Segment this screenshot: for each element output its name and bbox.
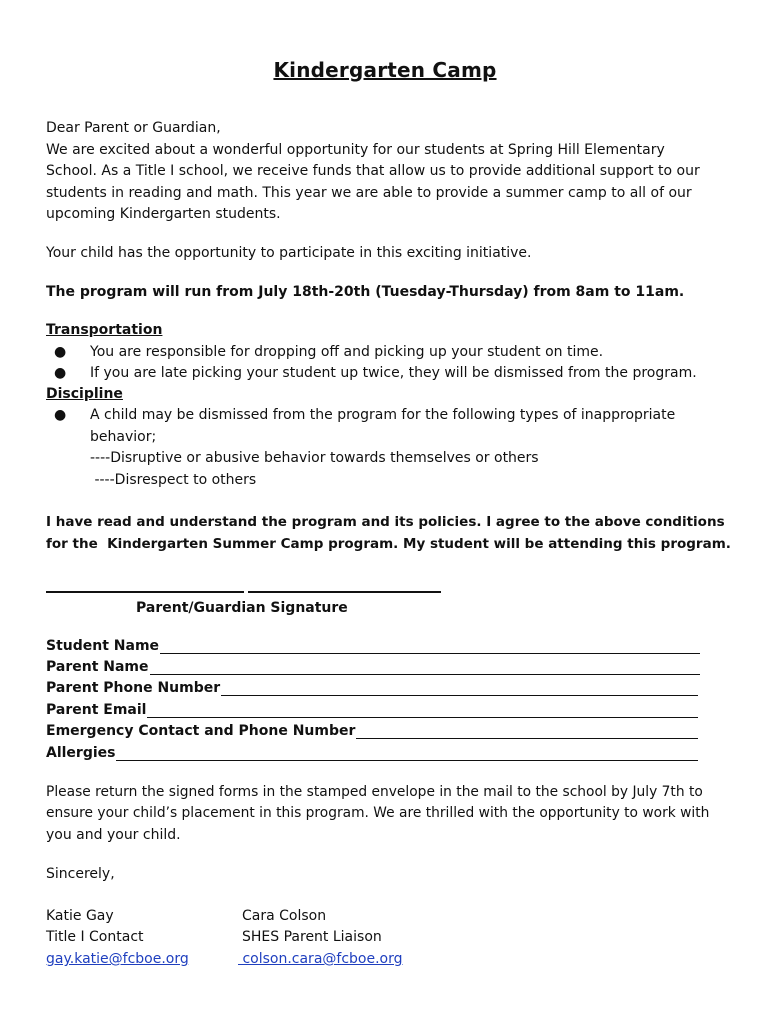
parent-phone-field[interactable] xyxy=(46,678,698,699)
closing-line-3: you and your child. xyxy=(46,827,181,843)
contact-email-link[interactable]: colson.cara@fcboe.org xyxy=(238,951,403,967)
field-blank[interactable] xyxy=(150,674,700,675)
signature-line[interactable] xyxy=(46,591,244,593)
field-blank[interactable] xyxy=(160,653,700,654)
field-blank[interactable] xyxy=(116,760,698,761)
intro-line-2: School. As a Title I school, we receive funds that allow us to provide additional support to our xyxy=(46,163,700,179)
intro-line-3: students in reading and math. This year we are able to provide a summer camp to all of our xyxy=(46,185,692,201)
parent-name-field[interactable] xyxy=(46,657,700,678)
transportation-heading: Transportation xyxy=(46,322,163,338)
contact-name: Cara Colson xyxy=(242,908,327,924)
discipline-item xyxy=(54,405,675,426)
field-label: Allergies xyxy=(46,745,116,761)
discipline-item-continued: behavior; xyxy=(90,429,157,445)
transportation-item xyxy=(54,363,697,384)
intro-line-1: We are excited about a wonderful opportunity for our students at Spring Hill Elementary xyxy=(46,142,665,158)
contact-role: Title I Contact xyxy=(46,929,144,945)
allergies-field[interactable] xyxy=(46,743,698,764)
transportation-item xyxy=(54,342,603,363)
field-label: Parent Name xyxy=(46,659,149,675)
field-label: Student Name xyxy=(46,638,160,654)
bullet-icon: ● xyxy=(54,365,67,381)
signature-line[interactable] xyxy=(248,591,441,593)
greeting: Dear Parent or Guardian, xyxy=(46,120,221,136)
opportunity-text: Your child has the opportunity to participate in this exciting initiative. xyxy=(46,245,532,261)
contact-email-link[interactable]: gay.katie@fcboe.org xyxy=(46,951,189,967)
transportation-item-text: You are responsible for dropping off and picking up your student on time. xyxy=(90,344,604,360)
signature-label: Parent/Guardian Signature xyxy=(136,600,348,616)
bullet-icon: ● xyxy=(54,407,67,423)
agreement-line-2: for the Kindergarten Summer Camp program. My student will be attending this program. xyxy=(46,536,731,552)
parent-email-field[interactable] xyxy=(46,700,698,721)
field-blank[interactable] xyxy=(147,717,698,718)
field-label: Parent Email xyxy=(46,702,147,718)
field-label: Parent Phone Number xyxy=(46,680,221,696)
field-blank[interactable] xyxy=(356,738,698,739)
bullet-icon: ● xyxy=(54,344,67,360)
closing-line-1: Please return the signed forms in the stamped envelope in the mail to the school by July 7th to xyxy=(46,784,703,800)
program-dates: The program will run from July 18th-20th (Tuesday-Thursday) from 8am to 11am. xyxy=(46,284,685,300)
sincerely: Sincerely, xyxy=(46,866,115,882)
agreement-line-1: I have read and understand the program and its policies. I agree to the above conditions xyxy=(46,514,725,530)
discipline-sub-item: ----Disruptive or abusive behavior towards themselves or others xyxy=(90,450,539,466)
student-name-field[interactable] xyxy=(46,636,700,657)
transportation-item-text: If you are late picking your student up twice, they will be dismissed from the program. xyxy=(90,365,697,381)
intro-line-4: upcoming Kindergarten students. xyxy=(46,206,281,222)
discipline-item-text: A child may be dismissed from the program for the following types of inappropriate xyxy=(90,407,676,423)
emergency-contact-field[interactable] xyxy=(46,721,698,742)
discipline-sub-item: ----Disrespect to others xyxy=(90,472,257,488)
contact-name: Katie Gay xyxy=(46,908,114,924)
field-blank[interactable] xyxy=(221,695,698,696)
field-label: Emergency Contact and Phone Number xyxy=(46,723,356,739)
closing-line-2: ensure your child’s placement in this program. We are thrilled with the opportunity to work with xyxy=(46,805,710,821)
contact-role: SHES Parent Liaison xyxy=(242,929,382,945)
page-title: Kindergarten Camp xyxy=(273,58,497,82)
discipline-heading: Discipline xyxy=(46,386,123,402)
